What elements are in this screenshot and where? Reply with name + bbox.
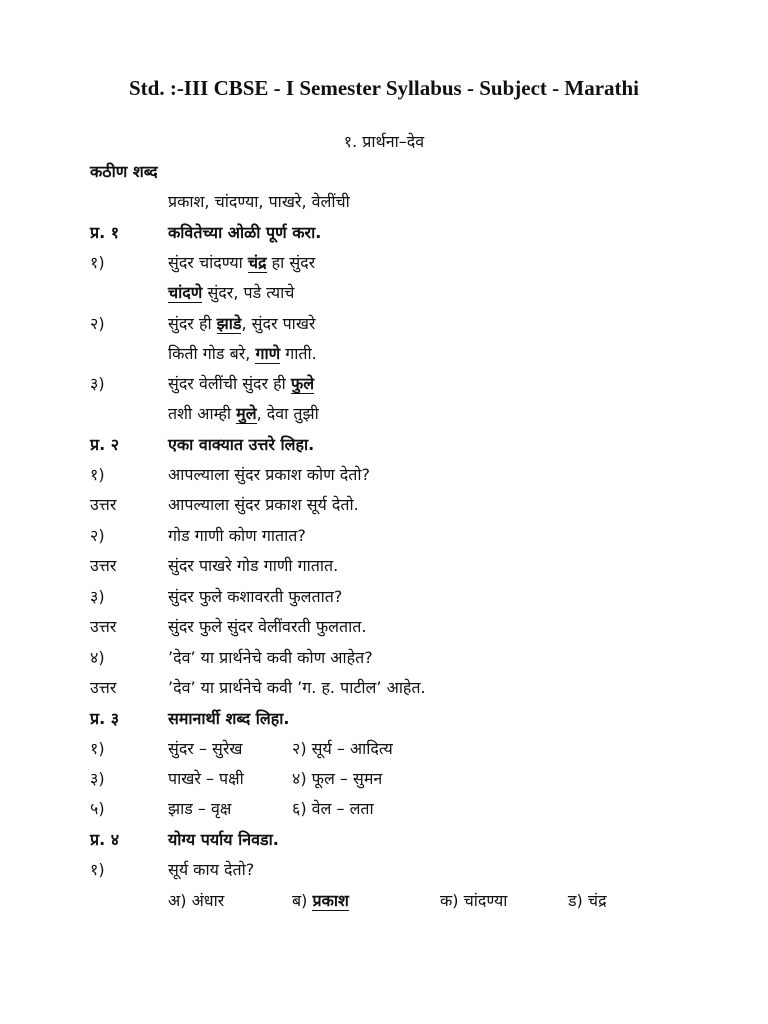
poem-text: तशी आम्ही (168, 404, 237, 423)
q2-heading: एका वाक्यात उत्तरे लिहा. (168, 435, 315, 454)
q2-label: प्र. २ (90, 435, 120, 454)
answer-word: चंद्र (247, 253, 267, 272)
difficult-words-heading-row (0, 158, 768, 188)
q2-answer: सुंदर पाखरे गोड गाणी गातात. (168, 556, 339, 575)
q2-question: सुंदर फुले कशावरती फुलतात? (168, 587, 343, 606)
q2-question-row (0, 522, 768, 552)
synonym-number: ३) (90, 769, 105, 788)
option-c (440, 887, 507, 915)
q2-answer-row (0, 491, 768, 521)
q3-label: प्र. ३ (90, 709, 120, 728)
q1-item-2-line1 (0, 310, 768, 340)
poem-text: किती गोड बरे, (168, 344, 256, 363)
synonym-pair: झाड – वृक्ष (168, 799, 232, 818)
option-text: चांदण्या (463, 891, 508, 910)
poem-text: , सुंदर पाखरे (241, 314, 316, 333)
q2-question-number: २) (90, 526, 105, 545)
q2-answer-row (0, 613, 768, 643)
q2-answer: ’देव’ या प्रार्थनेचे कवी ’ग. ह. पाटील’ आहेत. (168, 678, 426, 697)
q2-question: गोड गाणी कोण गातात? (168, 526, 306, 545)
synonym-number: १) (90, 739, 105, 758)
q1-item-number: १) (90, 253, 105, 272)
option-text-correct: प्रकाश (312, 891, 349, 910)
poem-text: सुंदर ही (168, 314, 217, 333)
q1-item-3-line1 (0, 370, 768, 400)
option-a (168, 887, 224, 915)
answer-word: गाणे (255, 344, 281, 363)
lesson-title: १. प्रार्थना–देव (343, 132, 425, 151)
option-text: चंद्र (587, 891, 607, 910)
q2-answer-row (0, 552, 768, 582)
poem-text: सुंदर, पडे त्याचे (202, 283, 295, 302)
option-d (568, 887, 607, 915)
difficult-words-list: प्रकाश, चांदण्या, पाखरे, वेलींची (168, 192, 350, 211)
q3-heading: समानार्थी शब्द लिहा. (168, 709, 290, 728)
synonym-pair: ६) वेल – लता (292, 799, 374, 818)
q2-question-row (0, 644, 768, 674)
q3-heading-row (0, 705, 768, 735)
synonym-pair: २) सूर्य – आदित्य (292, 739, 393, 758)
answer-label: उत्तर (90, 617, 117, 636)
page-title: Std. :-III CBSE - I Semester Syllabus - Subject - Marathi (128, 76, 640, 100)
option-text: अंधार (191, 891, 225, 910)
q1-heading: कवितेच्या ओळी पूर्ण करा. (168, 223, 322, 242)
synonym-pair: सुंदर – सुरेख (168, 739, 243, 758)
option-label: क) (440, 891, 459, 910)
q2-question-number: १) (90, 465, 105, 484)
option-label: ब) (292, 891, 308, 910)
option-label: अ) (168, 891, 187, 910)
q4-heading: योग्य पर्याय निवडा. (168, 830, 279, 849)
q2-question: आपल्याला सुंदर प्रकाश कोण देतो? (168, 465, 371, 484)
option-b (292, 887, 349, 915)
synonym-row (0, 735, 768, 765)
q4-question-row (0, 856, 768, 886)
q1-item-3-line2 (0, 400, 768, 430)
synonym-pair: ४) फूल – सुमन (292, 769, 383, 788)
q4-question-number: १) (90, 860, 105, 879)
synonym-number: ५) (90, 799, 105, 818)
poem-text: गाती. (280, 344, 317, 363)
poem-text: सुंदर चांदण्या (168, 253, 248, 272)
answer-label: उत्तर (90, 556, 117, 575)
q2-question-number: ४) (90, 648, 105, 667)
q4-label: प्र. ४ (90, 830, 120, 849)
option-label: ड) (568, 891, 583, 910)
answer-label: उत्तर (90, 495, 117, 514)
q2-answer: आपल्याला सुंदर प्रकाश सूर्य देतो. (168, 495, 359, 514)
poem-text: हा सुंदर (266, 253, 316, 272)
q4-heading-row (0, 826, 768, 856)
q2-question: ’देव’ या प्रार्थनेचे कवी कोण आहेत? (168, 648, 373, 667)
q1-item-2-line2 (0, 340, 768, 370)
q1-label: प्र. १ (90, 223, 120, 242)
q2-answer-row (0, 674, 768, 704)
synonym-row (0, 765, 768, 795)
difficult-words-heading: कठीण शब्द (90, 162, 158, 181)
answer-word: मुले (236, 404, 257, 423)
q2-question-row (0, 583, 768, 613)
poem-text: , देवा तुझी (256, 404, 319, 423)
q2-answer: सुंदर फुले सुंदर वेलींवरती फुलतात. (168, 617, 367, 636)
answer-label: उत्तर (90, 678, 117, 697)
q4-question: सूर्य काय देतो? (168, 860, 255, 879)
q1-heading-row (0, 219, 768, 249)
answer-word: झाडे (216, 314, 242, 333)
q1-item-1-line1 (0, 249, 768, 279)
answer-word: चांदणे (168, 283, 203, 302)
q1-item-number: ३) (90, 374, 105, 393)
q4-options-row (0, 887, 768, 917)
q2-question-number: ३) (90, 587, 105, 606)
synonym-pair: पाखरे – पक्षी (168, 769, 244, 788)
poem-text: सुंदर वेलींची सुंदर ही (168, 374, 291, 393)
q2-heading-row (0, 431, 768, 461)
q1-item-number: २) (90, 314, 105, 333)
q1-item-1-line2 (0, 279, 768, 309)
difficult-words-row (0, 188, 768, 218)
synonym-row (0, 795, 768, 825)
q2-question-row (0, 461, 768, 491)
answer-word: फुले (290, 374, 315, 393)
